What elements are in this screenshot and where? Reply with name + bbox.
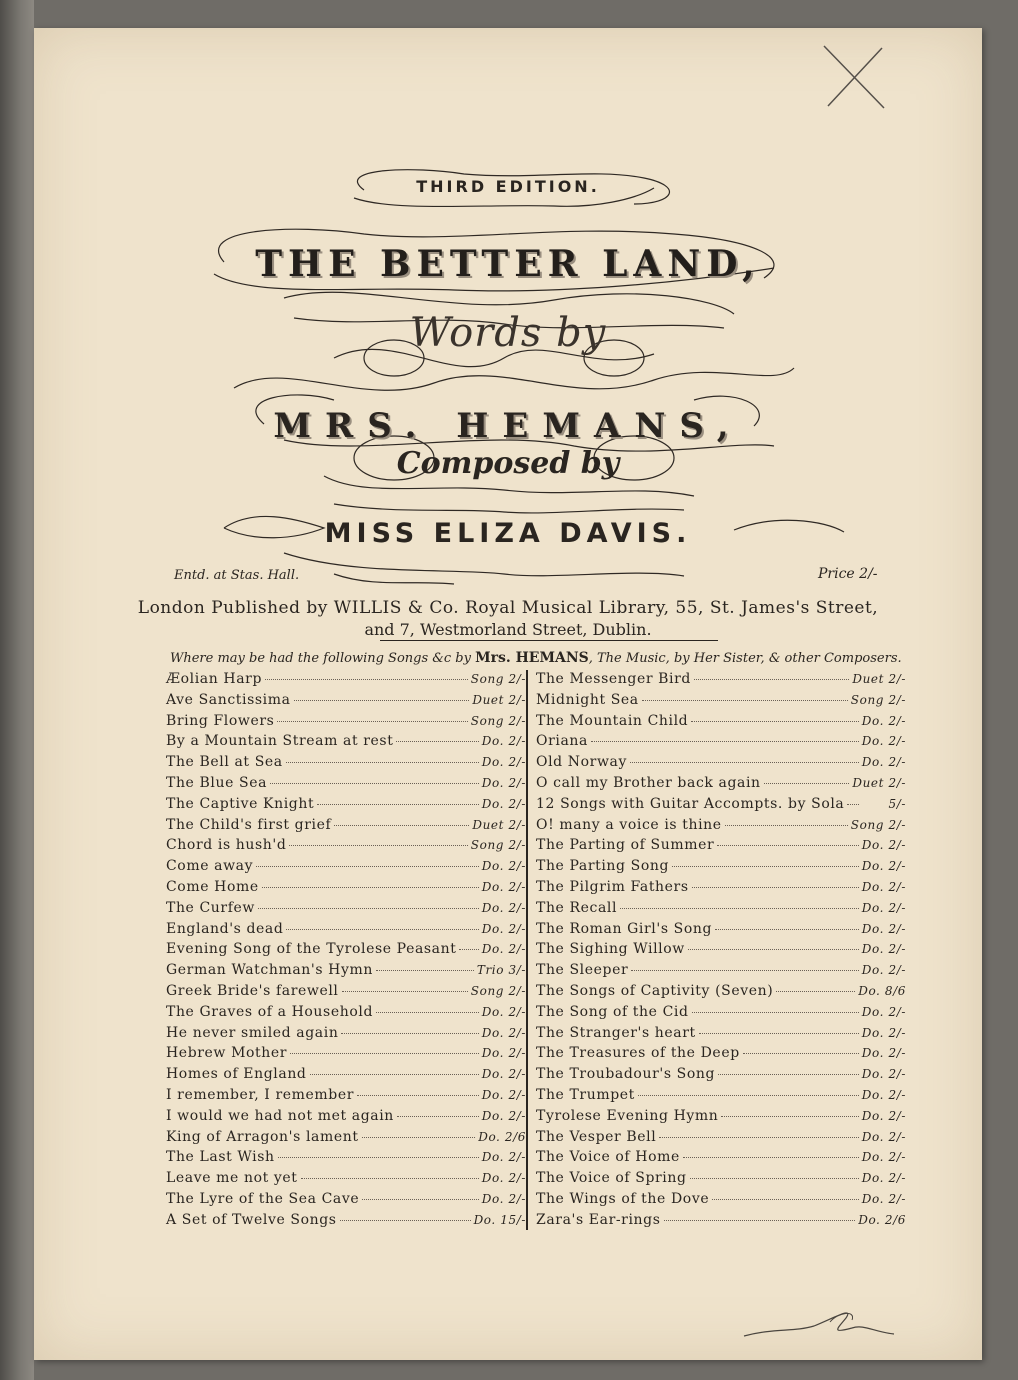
song-price-entry: Do. 2/- [861, 838, 906, 853]
song-title-entry: King of Arragon's lament [166, 1128, 359, 1145]
pencil-signature-mark [734, 1298, 914, 1348]
song-price-entry: Do. 2/- [861, 942, 906, 957]
song-price-entry: Do. 2/- [481, 1004, 526, 1019]
song-list-item [536, 671, 906, 692]
song-price-entry: Do. 2/- [481, 1150, 526, 1165]
sheet-music-title-page [34, 28, 982, 1360]
dot-leader [712, 1199, 859, 1200]
song-list-item [536, 837, 906, 858]
song-list-item [166, 1191, 526, 1212]
dot-leader [694, 679, 849, 680]
dot-leader [776, 991, 855, 992]
song-price-entry: Do. 8/6 [858, 983, 906, 998]
song-price-entry: Do. 2/- [861, 1108, 906, 1123]
song-title-entry: The Pilgrim Fathers [536, 878, 689, 895]
song-price-entry: Do. 2/- [481, 900, 526, 915]
dot-leader [743, 1053, 859, 1054]
song-list-item [166, 1045, 526, 1066]
author-name: MRS. HEMANS, [273, 406, 743, 446]
dot-leader [258, 908, 479, 909]
song-list-item [536, 796, 906, 817]
dot-leader [357, 1095, 479, 1096]
dot-leader [376, 970, 474, 971]
song-title-entry: The Troubadour's Song [536, 1066, 716, 1083]
song-list-item [536, 692, 906, 713]
edition-label: THIRD EDITION. [416, 177, 600, 196]
dot-leader [286, 762, 479, 763]
song-price-entry: Do. 2/- [481, 755, 526, 770]
dublin-address-line: and 7, Westmorland Street, Dublin. [364, 620, 652, 639]
words-by-label: Words by [409, 310, 607, 356]
song-list-item [536, 858, 906, 879]
dot-leader [376, 1012, 479, 1013]
song-list-item [536, 1045, 906, 1066]
song-title-entry: The Mountain Child [536, 712, 689, 729]
song-list-left-column [166, 671, 526, 1233]
song-list-item [536, 921, 906, 942]
song-title-entry: German Watchman's Hymn [166, 962, 373, 979]
song-list-item [166, 900, 526, 921]
song-title-entry: The Last Wish [166, 1149, 275, 1166]
song-title-entry: The Sleeper [536, 962, 629, 979]
song-price-entry: Do. 2/- [481, 921, 526, 936]
song-title-entry: The Voice of Home [536, 1149, 680, 1166]
song-list-item [536, 962, 906, 983]
song-title-entry: England's dead [166, 920, 284, 937]
dot-leader [362, 1137, 476, 1138]
song-price-entry: Do. 2/- [861, 1025, 906, 1040]
dot-leader [289, 845, 467, 846]
song-title-entry: Leave me not yet [166, 1170, 298, 1187]
dot-leader [294, 700, 470, 701]
dot-leader [692, 887, 859, 888]
song-title-entry: Hebrew Mother [166, 1045, 288, 1062]
song-price-entry: Do. 2/- [861, 1046, 906, 1061]
song-price-entry: Do. 2/- [481, 859, 526, 874]
song-title-entry: O! many a voice is thine [536, 816, 722, 833]
song-title-entry: Zara's Ear-rings [536, 1211, 661, 1228]
song-price-entry: Song 2/- [850, 817, 906, 832]
dot-leader [362, 1199, 479, 1200]
song-title-entry: Come Home [166, 878, 259, 895]
song-title-entry: The Recall [536, 899, 618, 916]
song-list-item [166, 1025, 526, 1046]
song-list-item [166, 879, 526, 900]
song-title-entry: Greek Bride's farewell [166, 982, 339, 999]
composed-by-label: Composed by [396, 446, 620, 481]
dot-leader [725, 825, 848, 826]
intro-before: Where may be had the following Songs &c by [170, 651, 476, 666]
dot-leader [659, 1137, 858, 1138]
song-list-item [536, 1004, 906, 1025]
song-price-entry: 5/- [888, 796, 906, 811]
song-list-right-column [536, 671, 906, 1233]
dot-leader [317, 804, 479, 805]
dot-leader [718, 1074, 859, 1075]
song-title-entry: 12 Songs with Guitar Accompts. by Sola [536, 795, 845, 812]
song-list-item [166, 692, 526, 713]
song-title-entry: The Trumpet [536, 1086, 635, 1103]
song-title-entry: The Voice of Spring [536, 1170, 687, 1187]
dot-leader [631, 970, 859, 971]
song-list-item [536, 713, 906, 734]
song-list-item [536, 1170, 906, 1191]
song-title-entry: The Lyre of the Sea Cave [166, 1190, 360, 1207]
song-price-entry: Do. 2/- [481, 775, 526, 790]
dot-leader [396, 741, 478, 742]
song-title-entry: The Songs of Captivity (Seven) [536, 982, 774, 999]
song-title-entry: The Roman Girl's Song [536, 920, 713, 937]
song-price-entry: Do. 2/- [861, 1004, 906, 1019]
song-price-entry: Do. 2/- [481, 1108, 526, 1123]
dot-leader [340, 1220, 471, 1221]
dot-leader [397, 1116, 479, 1117]
address-underline [380, 640, 718, 641]
song-list-item [166, 1066, 526, 1087]
song-list-item [536, 1108, 906, 1129]
song-list-item [166, 1129, 526, 1150]
dot-leader [341, 1033, 478, 1034]
song-price-entry: Do. 2/- [481, 942, 526, 957]
song-list-item [166, 817, 526, 838]
song-price-entry: Do. 2/- [481, 1191, 526, 1206]
song-title-entry: I would we had not met again [166, 1107, 394, 1124]
dot-leader [630, 762, 859, 763]
song-title-entry: Old Norway [536, 754, 627, 771]
song-list-item [166, 733, 526, 754]
song-list-item [536, 879, 906, 900]
song-list-item [536, 1191, 906, 1212]
song-list-item [166, 754, 526, 775]
song-list-item [166, 1004, 526, 1025]
song-price-entry: Do. 2/- [861, 859, 906, 874]
song-price-entry: Duet 2/- [852, 672, 906, 686]
dot-leader [764, 783, 850, 784]
song-price-entry: Song 2/- [470, 983, 526, 998]
song-price-entry: Song 2/- [470, 672, 526, 686]
song-title-entry: By a Mountain Stream at rest [166, 733, 394, 750]
song-price-entry: Trio 3/- [476, 963, 526, 978]
dot-leader [638, 1095, 859, 1096]
song-list-item [536, 1087, 906, 1108]
song-title-entry: The Parting Song [536, 858, 670, 875]
song-list-item [166, 962, 526, 983]
song-list-item [166, 713, 526, 734]
song-price-entry: Do. 2/- [861, 734, 906, 749]
dot-leader [277, 721, 467, 722]
column-divider [526, 670, 528, 1230]
dot-leader [642, 700, 848, 701]
song-list-item [536, 733, 906, 754]
song-title-entry: Bring Flowers [166, 712, 275, 729]
song-list-item [536, 1066, 906, 1087]
song-list-item [166, 775, 526, 796]
song-title-entry: The Parting of Summer [536, 837, 715, 854]
song-price-entry: Do. 2/- [861, 755, 906, 770]
song-price-entry: Do. 2/- [481, 1025, 526, 1040]
dot-leader [691, 721, 859, 722]
song-title-entry: Tyrolese Evening Hymn [536, 1107, 719, 1124]
price-label: Price 2/- [818, 566, 878, 582]
publisher-line: London Published by WILLIS & Co. Royal Musical Library, 55, St. James's Street, [137, 598, 879, 618]
intro-after: , The Music, by Her Sister, & other Composers. [588, 651, 902, 666]
catalogue-intro [170, 650, 902, 666]
song-list-item [536, 983, 906, 1004]
song-list-item [536, 775, 906, 796]
song-list-item [166, 1170, 526, 1191]
dot-leader [715, 929, 859, 930]
song-price-entry: Duet 2/- [472, 817, 526, 832]
song-title-entry: A Set of Twelve Songs [166, 1211, 337, 1228]
dot-leader [265, 679, 468, 680]
song-price-entry: Do. 2/- [861, 921, 906, 936]
song-list-item [166, 1149, 526, 1170]
dot-leader [672, 866, 859, 867]
song-price-entry: Do. 2/- [861, 1150, 906, 1165]
song-title-entry: The Stranger's heart [536, 1024, 696, 1041]
pencil-x-mark-icon [814, 36, 894, 116]
song-price-entry: Song 2/- [470, 713, 526, 728]
song-title-entry: The Wings of the Dove [536, 1190, 710, 1207]
song-price-entry: Do. 2/- [861, 879, 906, 894]
composer-name: MISS ELIZA DAVIS. [324, 518, 692, 549]
song-title-entry: The Messenger Bird [536, 671, 691, 687]
song-list-item [536, 1212, 906, 1233]
song-price-entry: Do. 2/- [861, 1191, 906, 1206]
song-price-entry: Song 2/- [470, 838, 526, 853]
song-list-item [536, 941, 906, 962]
song-list-item [166, 1212, 526, 1233]
song-title-entry: The Bell at Sea [166, 754, 283, 771]
entered-at-stationers-hall: Entd. at Stas. Hall. [174, 568, 300, 583]
song-title-entry: Chord is hush'd [166, 837, 287, 854]
dot-leader [262, 887, 479, 888]
dot-leader [699, 1033, 859, 1034]
song-title-entry: I remember, I remember [166, 1086, 355, 1103]
song-list-item [536, 1129, 906, 1150]
dot-leader [270, 783, 479, 784]
dot-leader [290, 1053, 479, 1054]
song-list-item [166, 671, 526, 692]
song-title-entry: The Song of the Cid [536, 1003, 689, 1020]
song-price-entry: Do. 2/- [481, 1087, 526, 1102]
song-price-entry: Do. 2/- [861, 1087, 906, 1102]
dot-leader [301, 1178, 479, 1179]
song-title-entry: Æolian Harp [166, 671, 263, 687]
dot-leader [591, 741, 859, 742]
song-list-item [166, 921, 526, 942]
song-title-entry: The Vesper Bell [536, 1128, 657, 1145]
dot-leader [717, 845, 859, 846]
song-list-item [166, 941, 526, 962]
song-list-item [166, 837, 526, 858]
song-price-entry: Do. 2/- [861, 1129, 906, 1144]
song-list-item [166, 1108, 526, 1129]
dot-leader [664, 1220, 856, 1221]
dot-leader [278, 1157, 479, 1158]
song-title-entry: Evening Song of the Tyrolese Peasant [166, 941, 457, 958]
dot-leader [847, 804, 859, 805]
song-title-entry: O call my Brother back again [536, 774, 761, 791]
song-price-entry: Do. 2/- [861, 1067, 906, 1082]
song-title-entry: The Blue Sea [166, 774, 268, 791]
song-list-item [536, 1025, 906, 1046]
song-title-entry: Ave Sanctissima [166, 691, 291, 708]
intro-name: Mrs. HEMANS [475, 650, 589, 666]
dot-leader [286, 929, 478, 930]
song-title-entry: The Curfew [166, 899, 255, 916]
song-title-entry: The Child's first grief [166, 816, 332, 833]
song-list-item [166, 1087, 526, 1108]
song-list-item [536, 1149, 906, 1170]
song-title-entry: Homes of England [166, 1066, 307, 1083]
song-title-entry: The Treasures of the Deep [536, 1045, 740, 1062]
song-list-item [536, 817, 906, 838]
song-price-entry: Do. 2/- [861, 900, 906, 915]
song-price-entry: Do. 2/- [481, 1067, 526, 1082]
song-price-entry: Do. 2/- [481, 879, 526, 894]
song-list-item [166, 796, 526, 817]
song-title-entry: Midnight Sea [536, 691, 639, 708]
song-price-entry: Do. 2/- [861, 1171, 906, 1186]
song-price-entry: Duet 2/- [852, 775, 906, 790]
dot-leader [620, 908, 859, 909]
song-title-entry: The Graves of a Household [166, 1003, 374, 1020]
song-price-entry: Do. 2/6 [858, 1212, 906, 1227]
song-price-entry: Do. 2/6 [478, 1129, 526, 1144]
dot-leader [690, 1178, 859, 1179]
song-title-entry: He never smiled again [166, 1024, 339, 1041]
song-title: THE BETTER LAND, [255, 243, 761, 285]
dot-leader [683, 1157, 859, 1158]
song-price-entry: Song 2/- [850, 692, 906, 707]
song-price-entry: Do. 2/- [481, 1046, 526, 1061]
dot-leader [334, 825, 469, 826]
dot-leader [310, 1074, 479, 1075]
song-price-entry: Duet 2/- [472, 692, 526, 707]
song-list-item [166, 983, 526, 1004]
dot-leader [342, 991, 468, 992]
song-price-entry: Do. 2/- [861, 713, 906, 728]
song-price-entry: Do. 2/- [481, 734, 526, 749]
song-list-item [536, 900, 906, 921]
song-title-entry: Oriana [536, 733, 588, 750]
dot-leader [688, 949, 859, 950]
song-price-entry: Do. 2/- [861, 963, 906, 978]
song-title-entry: The Sighing Willow [536, 941, 685, 958]
song-price-entry: Do. 2/- [481, 796, 526, 811]
dot-leader [459, 949, 478, 950]
dot-leader [692, 1012, 859, 1013]
dot-leader [721, 1116, 858, 1117]
song-price-entry: Do. 2/- [481, 1171, 526, 1186]
song-title-entry: Come away [166, 858, 254, 875]
book-binding-edge [0, 0, 34, 1380]
dot-leader [256, 866, 479, 867]
song-list-item [166, 858, 526, 879]
song-list-item [536, 754, 906, 775]
song-price-entry: Do. 15/- [473, 1212, 526, 1227]
song-title-entry: The Captive Knight [166, 795, 315, 812]
